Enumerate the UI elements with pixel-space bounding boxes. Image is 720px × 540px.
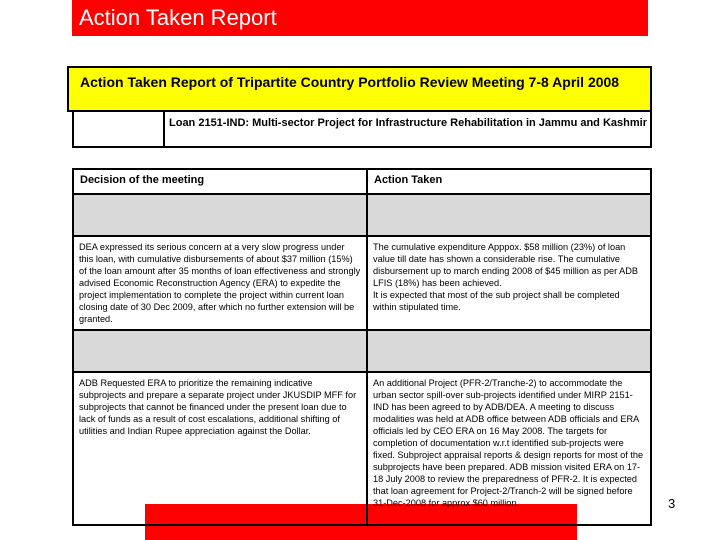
- spacer-cell: [73, 330, 367, 372]
- report-subtitle: Action Taken Report of Tripartite Country Portfolio Review Meeting 7-8 April 2008: [67, 66, 652, 112]
- loan-title: Loan 2151-IND: Multi-sector Project for Infrastructure Rehabilitation in Jammu and Kashmir: [165, 112, 652, 148]
- action-cell: An additional Project (PFR-2/Tranche-2) to accommodate the urban sector spill-over sub-projects identified under MIRP 2151-IND has been agreed to by ADB/DEA. A meeting to discuss modalities was held at ADB office between ADB officials and ERA officials led by CEO ERA on 16 May 2008. The targets for completion of documentation w.r.t identified sub-projects were fixed. Subproject appraisal reports & design reports for most of the subprojects have been prepared. ADB mission visited ERA on 17-18 July 2008 to review the preparedness of PFR-2. It is expected that loan agreement for Project-2/Tranch-2 will be signed before 31-Dec-2008 for approx $60 million.: [367, 372, 651, 525]
- spacer-cell: [367, 194, 651, 236]
- header-decision: Decision of the meeting: [73, 169, 367, 194]
- spacer-cell: [73, 194, 367, 236]
- spacer-cell: [367, 330, 651, 372]
- decisions-table: [72, 168, 652, 526]
- slide-title: Action Taken Report: [72, 0, 648, 36]
- blank-cell: [72, 112, 165, 148]
- decision-cell: ADB Requested ERA to prioritize the remaining indicative subprojects and prepare a separate project under JKUSDIP MFF for subprojects that cannot be financed under the present loan due to lack of funds as a result of cost escalations, additional shifting of utilities and Indian Rupee appreciation against the Dollar.: [73, 372, 367, 525]
- table-row: [73, 372, 651, 525]
- decision-cell: DEA expressed its serious concern at a very slow progress under this loan, with cumulative disbursements of about $37 million (15%) of the loan amount after 35 months of loan effectiveness and strongly advised Economic Reconstruction Agency (ERA) to expedite the project implementation to complete the project within current loan closing date of 30 Dec 2009, after which no further extension will be granted.: [73, 236, 367, 330]
- table-row: [73, 236, 651, 330]
- header-action: Action Taken: [367, 169, 651, 194]
- page-number: 3: [668, 496, 676, 511]
- action-cell: The cumulative expenditure Apppox. $58 million (23%) of loan value till date has shown a considerable rise. The cumulative disbursement up to march ending 2008 of $45 million as per ADB LFIS (18%) has been achieved. It is expected that most of the sub project shall be completed within stipulated time.: [367, 236, 651, 330]
